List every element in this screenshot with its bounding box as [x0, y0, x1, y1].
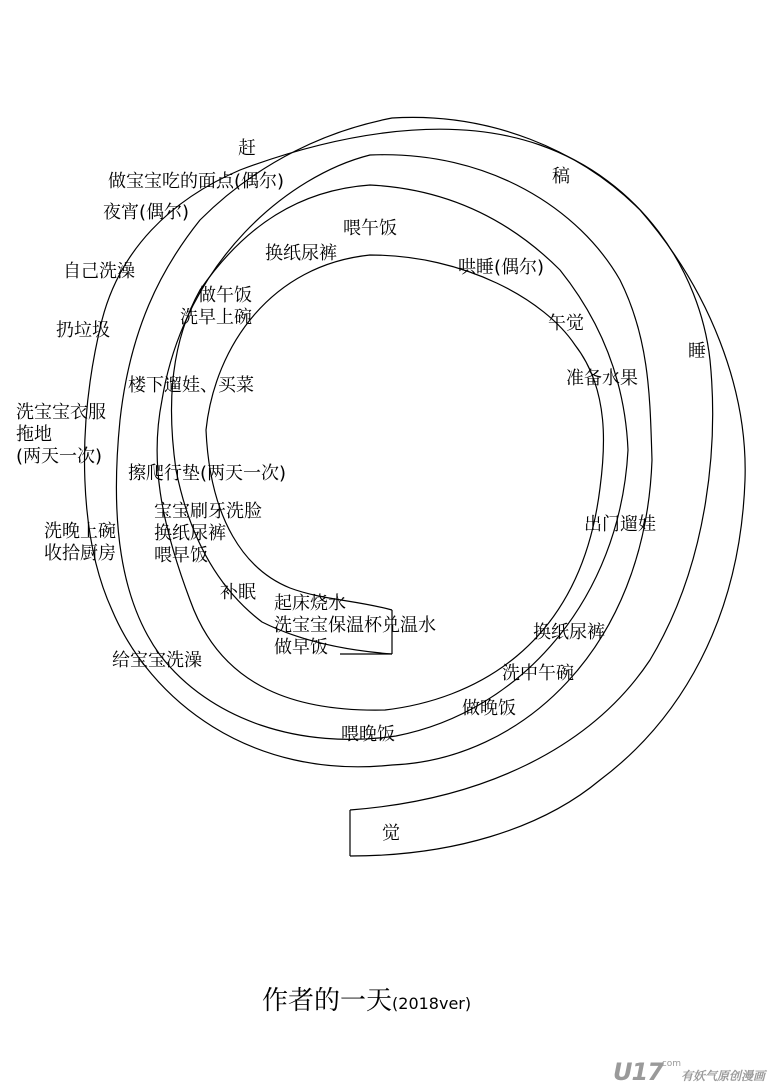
label-afternoon-nap: 午觉 [548, 313, 584, 334]
label-draft: 稿 [552, 166, 570, 187]
label-prepare-fruit: 准备水果 [566, 368, 638, 389]
label-bathe-baby: 给宝宝洗澡 [112, 650, 202, 671]
publisher-watermark [613, 1058, 765, 1086]
caption-title [262, 986, 471, 1019]
label-feed-lunch: 喂午饭 [343, 218, 397, 239]
caption-title-year: (2018ver) [392, 994, 472, 1013]
label-midnight-snack: 夜宵(偶尔) [103, 202, 190, 223]
label-walk-baby-buy-groceries: 楼下遛娃、买菜 [128, 375, 254, 396]
watermark-domain: .com [658, 1059, 681, 1069]
caption-title-main: 作者的一天 [262, 986, 393, 1016]
label-rush: 赶 [238, 138, 256, 159]
label-sleep-1: 睡 [688, 341, 706, 362]
label-cook-lunch: 做午饭 洗早上碗 [180, 285, 252, 328]
label-go-out-with-baby: 出门遛娃 [584, 514, 656, 535]
label-morning-care: 宝宝刷牙洗脸 换纸尿裤 喂早饭 [154, 501, 262, 566]
label-feed-dinner: 喂晚饭 [341, 724, 395, 745]
label-catch-up-sleep: 补眠 [220, 582, 256, 603]
label-change-diaper-noon: 换纸尿裤 [265, 243, 337, 264]
watermark-logo: U17 [613, 1058, 663, 1086]
spiral-outer-line [116, 117, 745, 856]
label-clean-play-mat: 擦爬行垫(两天一次) [128, 463, 287, 484]
label-take-out-trash: 扔垃圾 [56, 320, 110, 341]
label-change-diaper-afternoon: 换纸尿裤 [533, 622, 605, 643]
label-make-baby-pastry: 做宝宝吃的面点(偶尔) [108, 171, 285, 192]
label-cook-dinner: 做晚饭 [462, 698, 516, 719]
label-self-bath: 自己洗澡 [63, 261, 135, 282]
watermark-slogan: 有妖气原创漫画 [680, 1069, 765, 1083]
label-evening-dishes: 洗晚上碗 收拾厨房 [44, 521, 116, 564]
label-wake-up: 起床烧水 洗宝宝保温杯兑温水 做早饭 [274, 593, 436, 658]
label-sleep-2: 觉 [382, 823, 400, 844]
label-lull-to-sleep: 哄睡(偶尔) [458, 257, 545, 278]
label-laundry-mop: 洗宝宝衣服 拖地 (两天一次) [16, 402, 106, 467]
label-wash-lunch-dishes: 洗中午碗 [502, 663, 574, 684]
